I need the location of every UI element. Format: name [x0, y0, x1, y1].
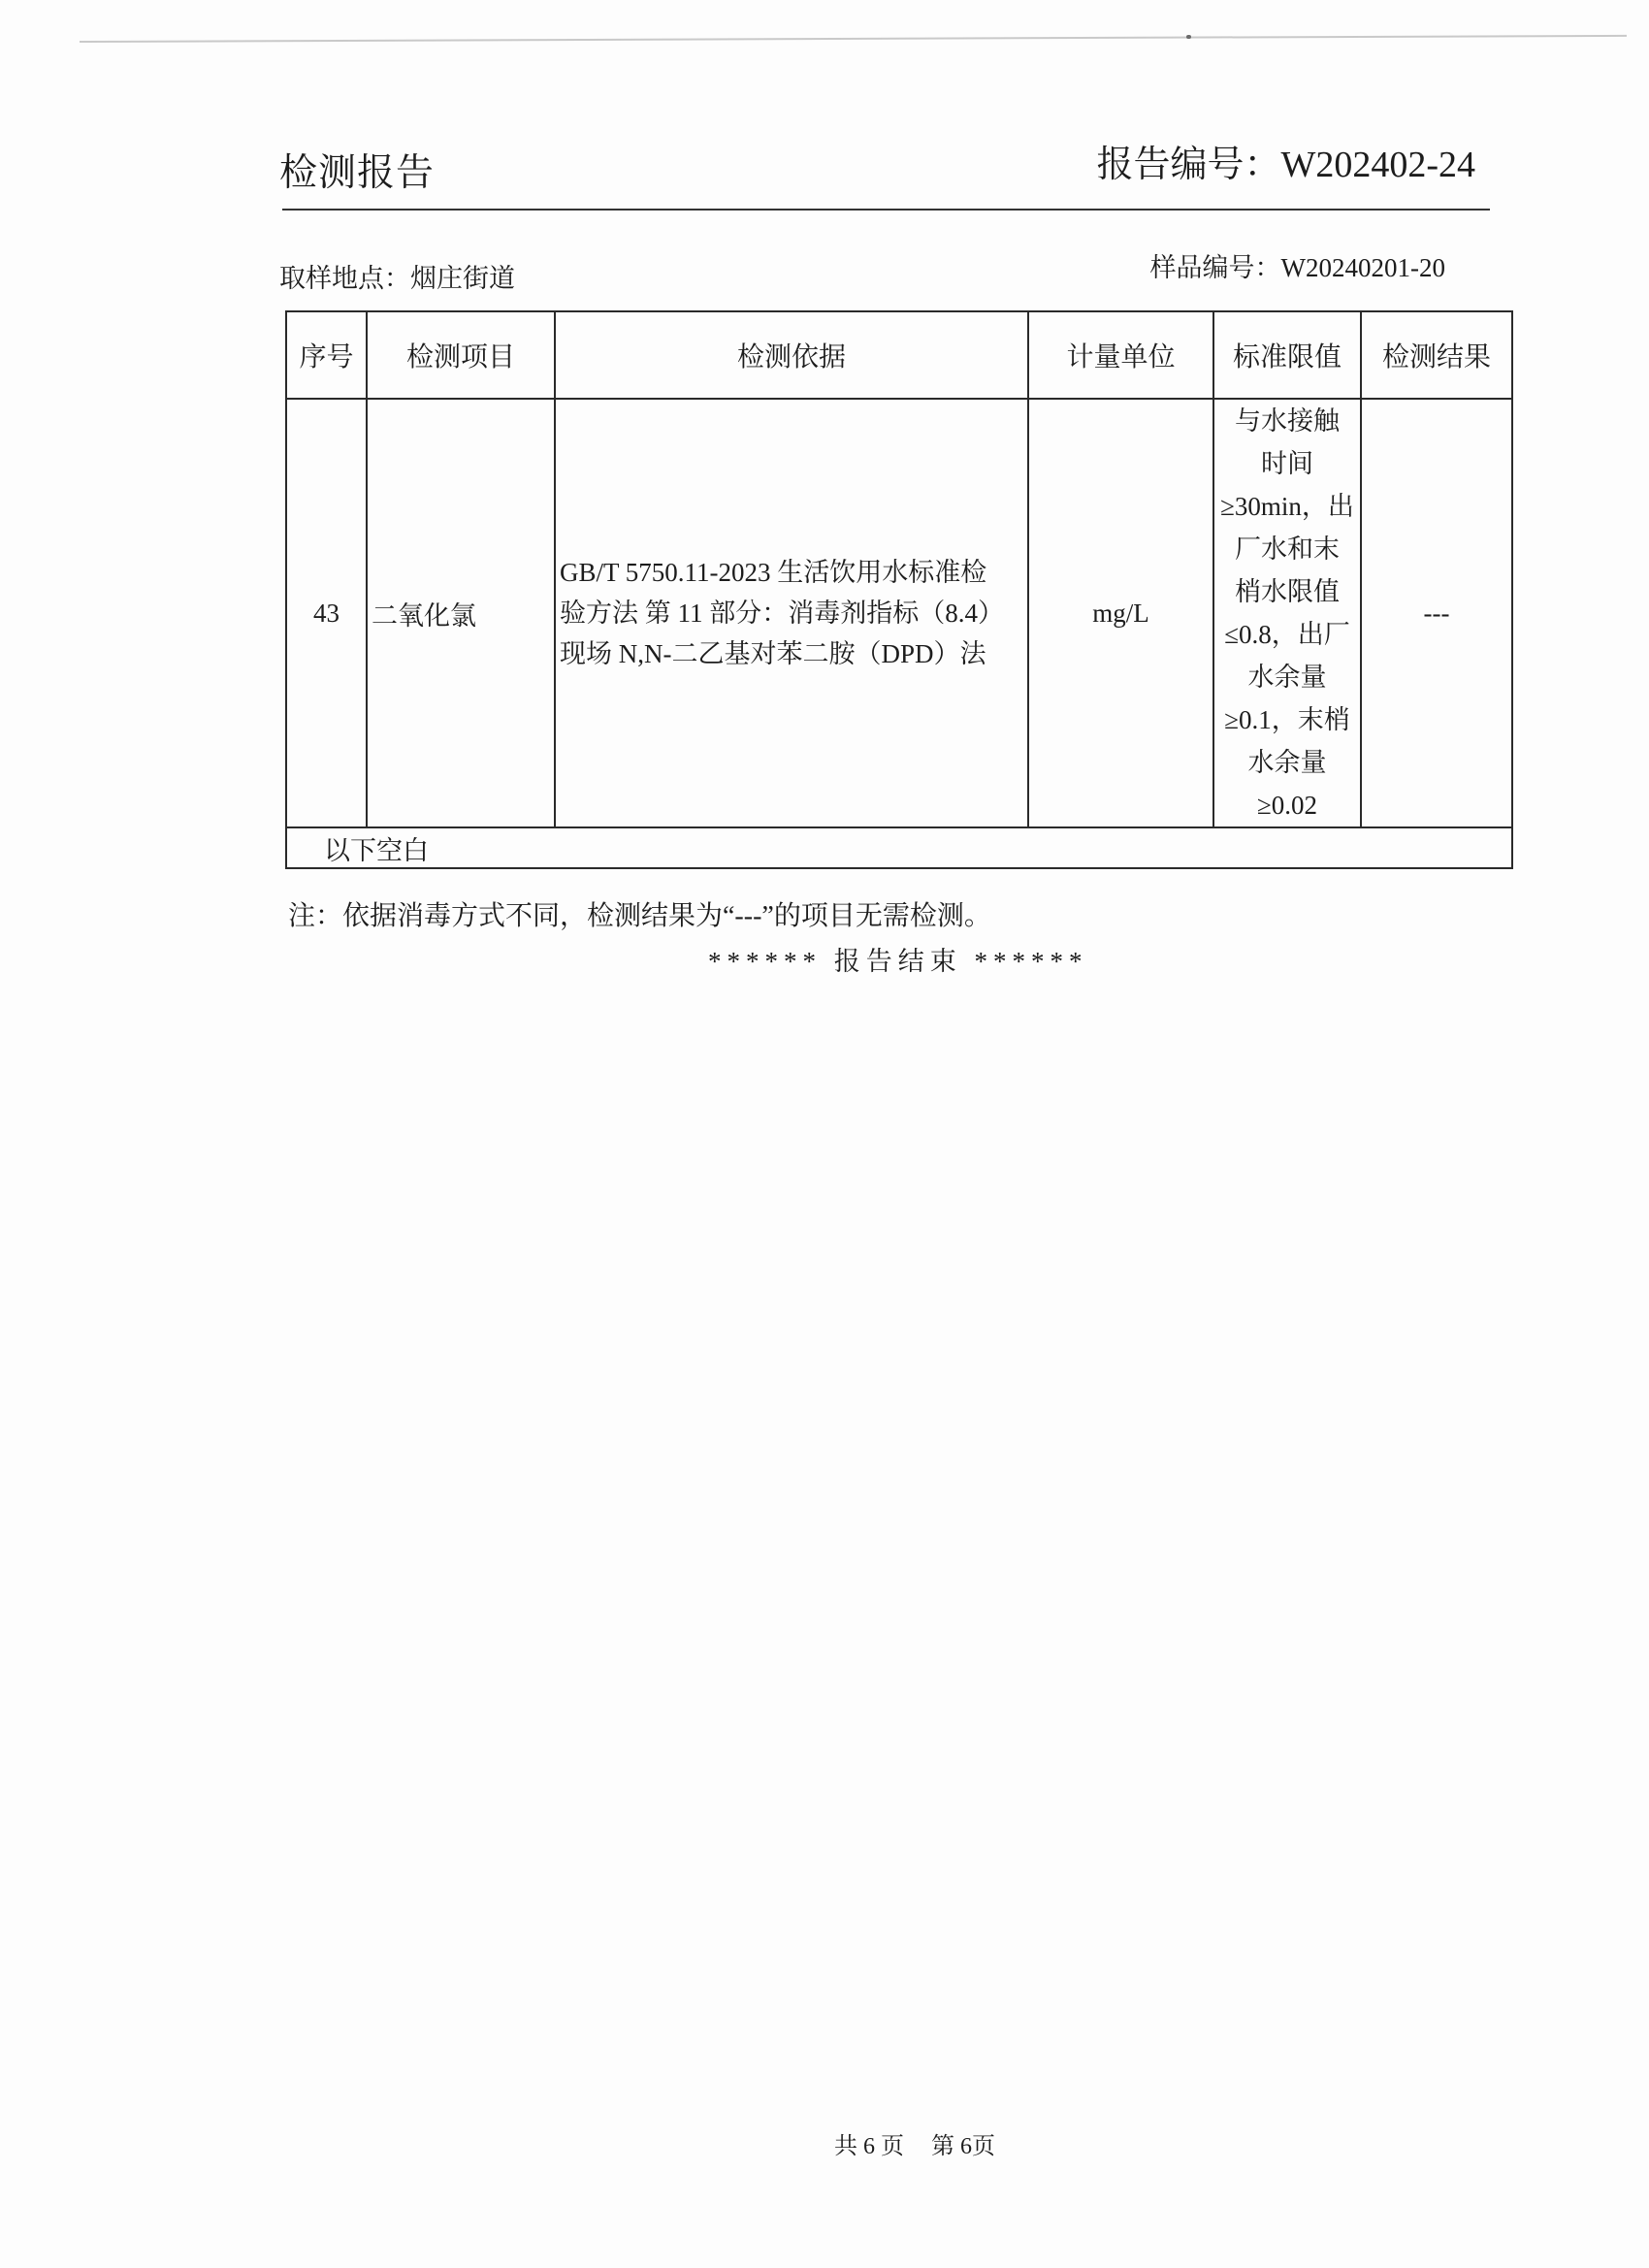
sampling-location-label: 取样地点： [279, 264, 410, 293]
col-header-basis: 检测依据 [555, 311, 1028, 399]
col-header-item: 检测项目 [367, 311, 555, 399]
col-header-result: 检测结果 [1361, 311, 1512, 399]
col-header-no: 序号 [286, 311, 367, 399]
cell-basis [555, 399, 1028, 827]
basis-text: GB/T 5750.11-2023 生活饮用水标准检 验方法 第 11 部分：消毒剂指标（8.4） 现场 N,N-二乙基对苯二胺（DPD）法 [560, 558, 1004, 668]
sample-number [1150, 251, 1445, 284]
page-total: 共 6 页 [834, 2134, 904, 2159]
blank-row [286, 827, 1512, 868]
report-end-mark: ****** 报告结束 ****** [708, 947, 1088, 976]
page-footer [834, 2132, 995, 2161]
table-header-row [286, 311, 1512, 399]
report-number-label: 报告编号： [1096, 145, 1281, 185]
blank-note: 以下空白 [286, 827, 1512, 868]
table-row [286, 399, 1512, 827]
results-table [285, 310, 1513, 869]
scan-speck [1186, 35, 1191, 39]
sample-number-value: W20240201-20 [1280, 253, 1445, 282]
limit-text: 与水接触 时间 ≥30min，出 厂水和末 梢水限值 ≤0.8，出厂 水余量 ≥0.1，末梢 水余量 ≥0.02 [1220, 406, 1354, 820]
cell-item: 二氧化氯 [367, 399, 555, 827]
report-title: 检测报告 [279, 152, 436, 194]
page-current: 第 6页 [931, 2134, 995, 2159]
col-header-unit: 计量单位 [1028, 311, 1213, 399]
sampling-location-value: 烟庄街道 [410, 264, 515, 293]
cell-no: 43 [286, 399, 367, 827]
footnote: 注：依据消毒方式不同，检测结果为“---”的项目无需检测。 [288, 901, 991, 931]
cell-unit: mg/L [1028, 399, 1213, 827]
col-header-limit: 标准限值 [1213, 311, 1361, 399]
scan-edge-line [80, 35, 1627, 43]
header-rule [282, 209, 1490, 211]
report-number-value: W202402-24 [1280, 145, 1475, 185]
cell-limit [1213, 399, 1361, 827]
sampling-location [279, 262, 515, 295]
report-number [1096, 144, 1475, 186]
sample-number-label: 样品编号： [1149, 253, 1281, 282]
cell-result: --- [1361, 399, 1512, 827]
